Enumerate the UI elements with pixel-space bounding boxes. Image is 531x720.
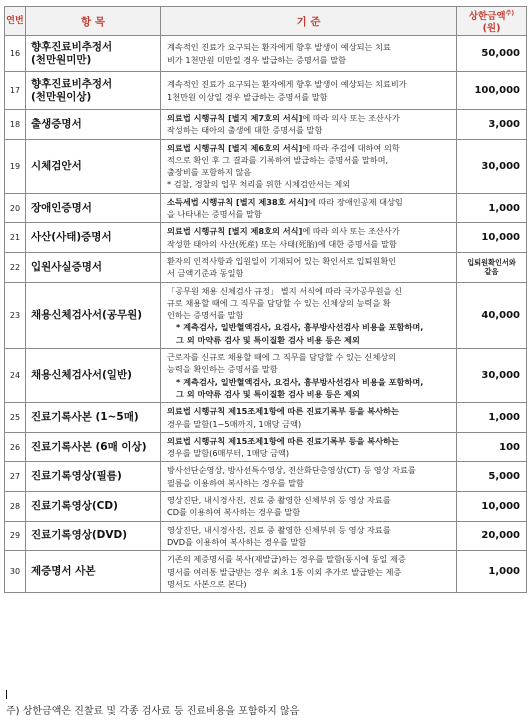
criteria-line xyxy=(167,225,450,237)
header-item: 항 목 xyxy=(26,7,161,36)
row-price: 100 xyxy=(457,432,527,462)
row-criteria xyxy=(161,193,457,223)
criteria-line: 영상진단, 내시경사진, 진료 중 촬영한 신체부위 등 영상 자료를 xyxy=(167,524,391,535)
row-price: 30,000 xyxy=(457,139,527,193)
row-price: 1,000 xyxy=(457,551,527,593)
criteria-bold-text: 의료법 시행규칙 제15조제1항에 따른 진료기록부 등을 복사하는 xyxy=(167,435,399,446)
header-price-note-mark: 주) xyxy=(505,10,515,18)
criteria-line xyxy=(167,112,450,124)
table-header-row xyxy=(5,7,527,36)
row-item xyxy=(26,36,161,72)
table-row xyxy=(5,282,527,348)
criteria-line: 계속적인 진료가 요구되는 환자에게 향후 발생이 예상되는 치료비가 xyxy=(167,79,407,90)
criteria-text: 에 따라 주검에 대하여 의학 xyxy=(302,142,400,153)
row-price: 30,000 xyxy=(457,349,527,403)
row-number: 18 xyxy=(5,110,26,140)
table-row xyxy=(5,432,527,462)
row-price xyxy=(457,252,527,282)
criteria-line: 필름을 이용하여 복사하는 경우를 말함 xyxy=(167,477,304,488)
row-price: 3,000 xyxy=(457,110,527,140)
row-price: 40,000 xyxy=(457,282,527,348)
criteria-line: 환자의 인적사항과 입원일이 기재되어 있는 확인서로 입퇴원확인 xyxy=(167,255,397,266)
row-price: 1,000 xyxy=(457,403,527,433)
row-item xyxy=(26,521,161,551)
row-number: 27 xyxy=(5,462,26,492)
row-item xyxy=(26,282,161,348)
criteria-line: 규로 채용할 때에 그 직무를 담당할 수 있는 신체상의 능력을 확 xyxy=(167,297,391,308)
row-item xyxy=(26,432,161,462)
row-item xyxy=(26,462,161,492)
footnote: 주) 상한금액은 진찰료 및 각종 검사료 등 진료비용을 포함하지 않음 xyxy=(6,706,300,717)
criteria-line: 명서를 여러통 발급받는 경우 최초 1통 이외 추가로 발급받는 제증 xyxy=(167,566,402,577)
item-line: 향후진료비추정서 xyxy=(31,77,113,90)
criteria-text: 에 따라 의사 또는 조산사가 xyxy=(302,113,400,123)
criteria-note: * 계측검사, 일반혈액검사, 요검사, 흉부방사선검사 비용을 포함하며, xyxy=(176,322,424,333)
row-price: 10,000 xyxy=(457,223,527,253)
header-price-label: 상한금액 xyxy=(468,11,506,23)
item-line: 진료기록영상(DVD) xyxy=(31,529,128,542)
criteria-line: 경우를 말함(6매부터, 1매당 금액) xyxy=(167,448,290,459)
row-criteria xyxy=(161,403,457,433)
criteria-line: 근로자를 신규로 채용할 때에 그 직무를 담당할 수 있는 신체상의 xyxy=(167,352,397,363)
table-row xyxy=(5,349,527,403)
criteria-line xyxy=(167,196,450,208)
table-row xyxy=(5,72,527,110)
row-criteria xyxy=(161,72,457,110)
criteria-line: 능력을 확인하는 증명서를 말함 xyxy=(167,364,278,375)
item-line: 채용신체검사서(일반) xyxy=(31,369,132,382)
header-criteria: 기 준 xyxy=(161,7,457,36)
criteria-line: 인하는 증명서를 말함 xyxy=(167,310,244,321)
row-criteria xyxy=(161,110,457,140)
header-price-unit: (원) xyxy=(482,22,501,34)
row-criteria xyxy=(161,432,457,462)
row-criteria xyxy=(161,551,457,593)
criteria-bold-text: 의료법 시행규칙 [별지 제8호의 서식] xyxy=(167,226,303,237)
table-row xyxy=(5,551,527,593)
item-line: 장애인증명서 xyxy=(31,201,92,214)
criteria-line: 방사선단순영상, 방사선특수영상, 전산화단층영상(CT) 등 영상 자료를 xyxy=(167,465,416,476)
table-row xyxy=(5,139,527,193)
item-line: (천만원이상) xyxy=(31,90,92,103)
criteria-line: DVD를 이용하여 복사하는 경우를 말함 xyxy=(167,536,307,547)
item-line: 진료기록영상(필름) xyxy=(31,470,122,483)
row-criteria xyxy=(161,139,457,193)
table-row xyxy=(5,223,527,253)
criteria-line: 「공무원 채용 신체검사 규정」 별지 서식에 따라 국가공무원을 신 xyxy=(167,285,402,296)
table-row xyxy=(5,110,527,140)
item-line: 채용신체검사서(공무원) xyxy=(31,308,143,321)
item-line: 입원사실증명서 xyxy=(31,260,103,273)
row-criteria xyxy=(161,282,457,348)
row-item xyxy=(26,223,161,253)
table-row xyxy=(5,193,527,223)
row-criteria xyxy=(161,492,457,522)
row-number: 28 xyxy=(5,492,26,522)
row-criteria xyxy=(161,349,457,403)
fee-table xyxy=(4,6,527,593)
item-line: 향후진료비추정서 xyxy=(31,40,113,53)
row-item xyxy=(26,139,161,193)
row-number: 25 xyxy=(5,403,26,433)
criteria-line: 작성한 태아의 사산(死産) 또는 사태(死胎)에 대한 증명서를 말함 xyxy=(167,238,397,249)
row-criteria xyxy=(161,36,457,72)
item-line: 출생증명서 xyxy=(31,117,82,130)
header-price xyxy=(457,7,527,36)
item-line: 제증명서 사본 xyxy=(31,565,96,578)
row-criteria xyxy=(161,462,457,492)
item-line: 시체검안서 xyxy=(31,159,82,172)
row-number: 22 xyxy=(5,252,26,282)
row-item xyxy=(26,72,161,110)
row-item xyxy=(26,252,161,282)
criteria-bold-text: 의료법 시행규칙 [별지 제7호의 서식] xyxy=(167,113,303,123)
criteria-line: 을 나타내는 증명서를 말함 xyxy=(167,209,262,220)
criteria-line xyxy=(167,435,450,447)
table-row xyxy=(5,403,527,433)
criteria-line xyxy=(167,405,450,417)
criteria-line xyxy=(167,142,450,154)
price-line: 입퇴원확인서와 xyxy=(467,258,516,268)
criteria-line: 1천만원 이상일 경우 발급하는 증명서를 말함 xyxy=(167,91,328,102)
criteria-line: 작성하는 태아의 출생에 대한 증명서를 말함 xyxy=(167,125,323,136)
criteria-note: 그 외 마약류 검사 및 특이질환 검사 비용 등은 제외 xyxy=(176,334,360,345)
criteria-line: 경우를 말함(1~5매까지, 1매당 금액) xyxy=(167,418,302,429)
row-criteria xyxy=(161,521,457,551)
row-number: 29 xyxy=(5,521,26,551)
row-price: 1,000 xyxy=(457,193,527,223)
row-criteria xyxy=(161,223,457,253)
table-row xyxy=(5,462,527,492)
criteria-line: 출장비를 포함하지 않음 xyxy=(167,167,252,178)
item-line: (천만원미만) xyxy=(31,53,92,66)
row-number: 16 xyxy=(5,36,26,72)
criteria-bold-text: 의료법 시행규칙 제15조제1항에 따른 진료기록부 등을 복사하는 xyxy=(167,406,399,417)
row-number: 21 xyxy=(5,223,26,253)
row-number: 24 xyxy=(5,349,26,403)
item-line: 진료기록사본 (6매 이상) xyxy=(31,440,147,453)
header-no: 연번 xyxy=(5,7,26,36)
row-criteria xyxy=(161,252,457,282)
row-number: 19 xyxy=(5,139,26,193)
row-item xyxy=(26,492,161,522)
row-item xyxy=(26,551,161,593)
row-price: 10,000 xyxy=(457,492,527,522)
criteria-line: 서 금액기준과 동일함 xyxy=(167,268,244,279)
row-price: 20,000 xyxy=(457,521,527,551)
criteria-line: 계속적인 진료가 요구되는 환자에게 향후 발생이 예상되는 치료 xyxy=(167,42,391,53)
row-number: 26 xyxy=(5,432,26,462)
criteria-note: 그 외 마약류 검사 및 특이질환 검사 비용 등은 제외 xyxy=(176,388,360,399)
row-number: 17 xyxy=(5,72,26,110)
criteria-note: * 계측검사, 일반혈액검사, 요검사, 흉부방사선검사 비용을 포함하며, xyxy=(176,376,424,387)
table-row xyxy=(5,492,527,522)
item-line: 사산(사태)증명서 xyxy=(31,231,112,244)
row-item xyxy=(26,403,161,433)
row-number: 30 xyxy=(5,551,26,593)
row-item xyxy=(26,110,161,140)
criteria-line: 기존의 제증명서를 복사(재발급)하는 경우를 말함(동시에 동일 제증 xyxy=(167,554,406,565)
criteria-line: CD를 이용하여 복사하는 경우를 말함 xyxy=(167,507,301,518)
table-row xyxy=(5,252,527,282)
criteria-line: 비가 1천만원 미만일 경우 발급하는 증명서를 말함 xyxy=(167,54,347,65)
criteria-text: 에 따라 의사 또는 조산사가 xyxy=(302,226,400,237)
criteria-line: 명서도 사본으로 본다) xyxy=(167,578,247,589)
criteria-line: * 검찰, 경찰의 업무 처리를 위한 시체검안서는 제외 xyxy=(167,179,351,190)
criteria-bold-text: 의료법 시행규칙 [별지 제6호의 서식] xyxy=(167,142,303,153)
footnote-marker xyxy=(6,690,7,699)
row-price: 50,000 xyxy=(457,36,527,72)
row-price: 100,000 xyxy=(457,72,527,110)
row-price: 5,000 xyxy=(457,462,527,492)
table-row xyxy=(5,521,527,551)
item-line: 진료기록영상(CD) xyxy=(31,499,118,512)
row-number: 23 xyxy=(5,282,26,348)
row-number: 20 xyxy=(5,193,26,223)
criteria-line: 영상진단, 내시경사진, 진료 중 촬영한 신체부위 등 영상 자료를 xyxy=(167,495,391,506)
price-line: 같음 xyxy=(484,267,499,277)
row-item xyxy=(26,349,161,403)
item-line: 진료기록사본 (1~5매) xyxy=(31,411,139,424)
row-item xyxy=(26,193,161,223)
criteria-line: 적으로 확인 후 그 결과를 기록하여 발급하는 증명서를 말하며, xyxy=(167,154,389,165)
table-row xyxy=(5,36,527,72)
criteria-bold-text: 소득세법 시행규칙 [별지 제38호 서식] xyxy=(167,196,309,207)
criteria-text: 에 따라 장애인공제 대상임 xyxy=(308,196,403,207)
table-body xyxy=(5,36,527,593)
